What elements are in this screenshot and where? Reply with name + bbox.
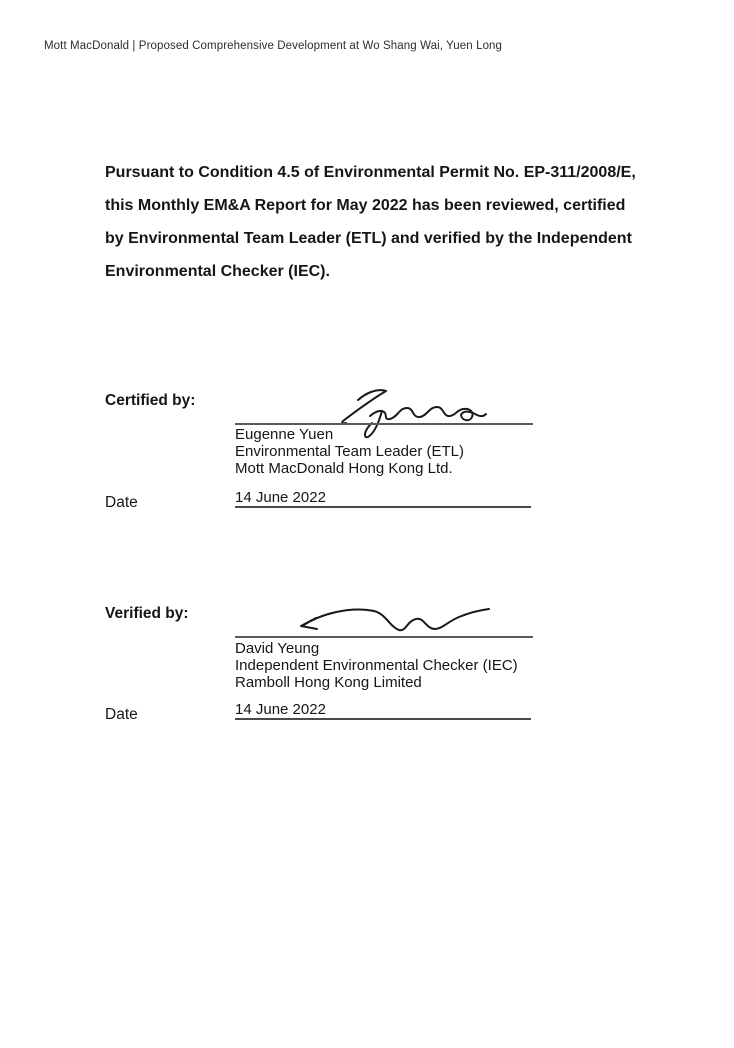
signature-line	[235, 636, 533, 638]
signatory-name: Eugenne Yuen	[235, 426, 334, 443]
signatory-role: Environmental Team Leader (ETL)	[235, 443, 464, 460]
signatory-role: Independent Environmental Checker (IEC)	[235, 657, 518, 674]
verified-date-value: 14 June 2022	[235, 701, 326, 718]
handwritten-signature-icon	[280, 598, 498, 640]
signatory-company: Mott MacDonald Hong Kong Ltd.	[235, 460, 453, 477]
document-running-header: Mott MacDonald | Proposed Comprehensive Development at Wo Shang Wai, Yuen Long	[44, 40, 503, 52]
statement-line: Environmental Checker (IEC).	[105, 263, 330, 280]
verified-signatory-block	[235, 640, 518, 691]
certified-signatory-block	[235, 426, 464, 477]
statement-line: this Monthly EM&A Report for May 2022 has been reviewed, certified	[105, 197, 626, 214]
date-line	[235, 718, 531, 720]
signature-line	[235, 423, 533, 425]
date-line	[235, 506, 531, 508]
certified-date-value: 14 June 2022	[235, 489, 326, 506]
verified-date-label: Date	[105, 706, 138, 723]
statement-line: Pursuant to Condition 4.5 of Environmental Permit No. EP-311/2008/E,	[105, 164, 636, 181]
certified-date-label: Date	[105, 494, 138, 511]
statement-line: by Environmental Team Leader (ETL) and verified by the Independent	[105, 230, 632, 247]
signatory-name: David Yeung	[235, 640, 320, 657]
signatory-company: Ramboll Hong Kong Limited	[235, 674, 422, 691]
verified-by-label: Verified by:	[105, 605, 189, 622]
certification-statement	[105, 156, 636, 288]
certified-by-label: Certified by:	[105, 392, 196, 409]
